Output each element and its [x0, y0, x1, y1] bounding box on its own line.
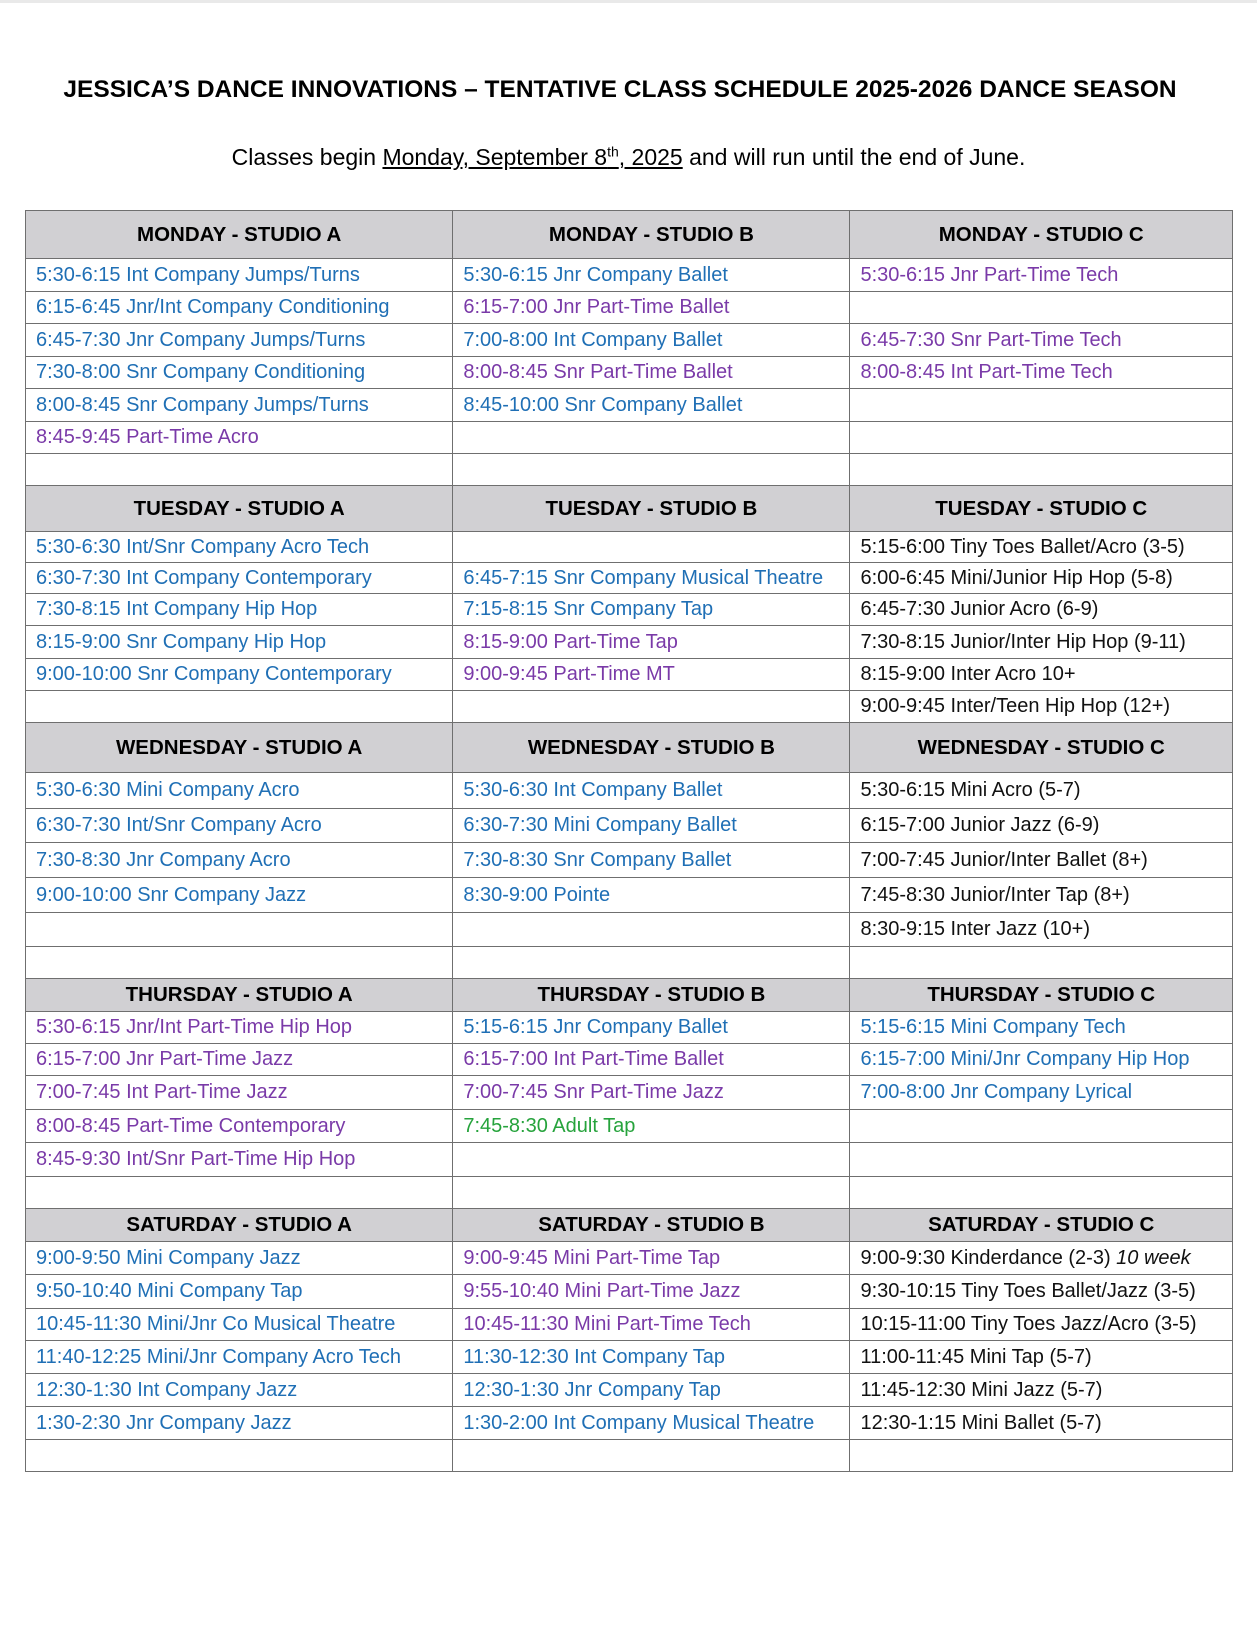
class-text: 9:00-9:50 Mini Company Jazz	[36, 1246, 301, 1269]
class-cell	[453, 691, 850, 723]
class-text: 1:30-2:30 Jnr Company Jazz	[36, 1411, 292, 1434]
class-cell	[453, 1076, 850, 1110]
class-cell	[850, 1374, 1233, 1407]
schedule-row	[26, 1309, 1233, 1341]
studio-header: SATURDAY - STUDIO C	[850, 1209, 1233, 1242]
class-text: 6:00-6:45 Mini/Junior Hip Hop (5-8)	[860, 566, 1173, 589]
class-cell	[26, 843, 453, 878]
class-cell	[26, 292, 453, 324]
schedule-row	[26, 1076, 1233, 1110]
start-date-main: Monday, September 8	[382, 144, 608, 170]
class-cell	[26, 324, 453, 357]
class-cell	[26, 878, 453, 913]
class-cell	[453, 809, 850, 843]
schedule-table	[25, 210, 1233, 1472]
class-text: 7:30-8:15 Int Company Hip Hop	[36, 598, 318, 620]
class-cell	[26, 1341, 453, 1374]
start-date	[382, 144, 682, 170]
class-text: 6:15-7:00 Jnr Part-Time Jazz	[36, 1048, 294, 1070]
schedule-row	[26, 947, 1233, 979]
schedule-row	[26, 626, 1233, 659]
studio-header: MONDAY - STUDIO A	[26, 211, 453, 259]
schedule-row	[26, 532, 1233, 563]
start-date-suffix: th	[607, 143, 619, 160]
class-cell	[850, 532, 1233, 563]
class-cell	[453, 1407, 850, 1440]
class-text: 9:00-10:00 Snr Company Jazz	[36, 883, 307, 906]
class-text: 5:15-6:15 Jnr Company Ballet	[463, 1016, 728, 1038]
schedule-row	[26, 1407, 1233, 1440]
class-text: 8:00-8:45 Part-Time Contemporary	[36, 1114, 346, 1137]
class-text: 6:30-7:30 Int/Snr Company Acro	[36, 814, 322, 836]
class-cell	[26, 773, 453, 809]
class-text: 7:45-8:30 Junior/Inter Tap (8+)	[860, 883, 1130, 906]
class-text: 5:30-6:15 Mini Acro (5-7)	[860, 779, 1081, 801]
class-cell	[26, 1440, 453, 1472]
class-text: 9:00-9:45 Part-Time MT	[463, 663, 675, 685]
class-cell	[850, 1012, 1233, 1044]
day-header-row	[26, 486, 1233, 532]
schedule-body	[26, 211, 1233, 1472]
class-cell	[453, 1374, 850, 1407]
day-header-row	[26, 211, 1233, 259]
class-cell	[26, 1076, 453, 1110]
class-cell	[850, 1177, 1233, 1209]
class-text: 8:30-9:00 Pointe	[463, 883, 611, 906]
class-cell	[850, 947, 1233, 979]
class-cell	[850, 1309, 1233, 1341]
class-text: 6:45-7:15 Snr Company Musical Theatre	[463, 566, 824, 589]
schedule-row	[26, 292, 1233, 324]
studio-header: SATURDAY - STUDIO A	[26, 1209, 453, 1242]
class-text: 6:15-7:00 Jnr Part-Time Ballet	[463, 296, 730, 318]
class-cell	[453, 913, 850, 947]
class-cell	[453, 626, 850, 659]
class-text: 9:30-10:15 Tiny Toes Ballet/Jazz (3-5)	[860, 1280, 1196, 1302]
studio-header: WEDNESDAY - STUDIO B	[453, 723, 850, 773]
class-text: 6:15-6:45 Jnr/Int Company Conditioning	[36, 296, 390, 318]
class-text: 11:45-12:30 Mini Jazz (5-7)	[860, 1378, 1103, 1401]
class-cell	[453, 1275, 850, 1309]
class-cell	[850, 691, 1233, 723]
class-cell	[850, 324, 1233, 357]
schedule-row	[26, 809, 1233, 843]
class-text: 10:45-11:30 Mini/Jnr Co Musical Theatre	[36, 1313, 396, 1335]
class-cell	[26, 1275, 453, 1309]
class-text: 7:45-8:30 Adult Tap	[463, 1114, 636, 1137]
class-cell	[453, 1012, 850, 1044]
schedule-row	[26, 324, 1233, 357]
class-cell	[453, 422, 850, 454]
class-cell	[850, 1407, 1233, 1440]
class-text: 7:00-7:45 Int Part-Time Jazz	[36, 1081, 288, 1103]
class-text: 9:00-9:45 Inter/Teen Hip Hop (12+)	[860, 695, 1171, 717]
class-text: 12:30-1:15 Mini Ballet (5-7)	[860, 1411, 1102, 1434]
class-text: 5:30-6:30 Int Company Ballet	[463, 779, 723, 801]
class-text: 6:15-7:00 Junior Jazz (6-9)	[860, 814, 1100, 836]
class-text: 7:30-8:30 Snr Company Ballet	[463, 848, 732, 871]
class-text: 5:15-6:00 Tiny Toes Ballet/Acro (3-5)	[860, 535, 1185, 558]
class-text: 10:15-11:00 Tiny Toes Jazz/Acro (3-5)	[860, 1313, 1197, 1335]
class-text: 9:00-9:45 Mini Part-Time Tap	[463, 1246, 721, 1269]
class-text: 1:30-2:00 Int Company Musical Theatre	[463, 1411, 815, 1434]
class-text: 7:30-8:00 Snr Company Conditioning	[36, 361, 366, 383]
schedule-row	[26, 913, 1233, 947]
class-cell	[26, 1374, 453, 1407]
class-cell	[453, 389, 850, 422]
class-cell	[26, 1309, 453, 1341]
class-cell	[26, 532, 453, 563]
day-header-row	[26, 1209, 1233, 1242]
class-text: 9:00-9:30 Kinderdance (2-3)	[860, 1246, 1117, 1269]
class-text: 8:00-8:45 Snr Company Jumps/Turns	[36, 393, 369, 416]
class-cell	[453, 1341, 850, 1374]
class-cell	[26, 594, 453, 626]
schedule-row	[26, 357, 1233, 389]
class-cell	[453, 659, 850, 691]
class-cell	[850, 563, 1233, 594]
schedule-row	[26, 1177, 1233, 1209]
studio-header: TUESDAY - STUDIO B	[453, 486, 850, 532]
class-cell	[26, 357, 453, 389]
class-cell	[850, 1242, 1233, 1275]
schedule-row	[26, 878, 1233, 913]
schedule-row	[26, 594, 1233, 626]
class-cell	[26, 1012, 453, 1044]
class-cell	[26, 1143, 453, 1177]
class-text: 6:30-7:30 Int Company Contemporary	[36, 566, 372, 589]
class-text: 8:15-9:00 Inter Acro 10+	[860, 663, 1076, 685]
class-text: 7:30-8:30 Jnr Company Acro	[36, 848, 291, 871]
class-text: 8:00-8:45 Int Part-Time Tech	[860, 361, 1113, 383]
class-text: 5:30-6:15 Jnr Company Ballet	[463, 263, 728, 286]
page-title: JESSICA’S DANCE INNOVATIONS – TENTATIVE CLASS SCHEDULE 2025-2026 DANCE SEASON	[63, 76, 1177, 103]
class-cell	[453, 773, 850, 809]
class-cell	[453, 292, 850, 324]
class-text: 5:30-6:15 Int Company Jumps/Turns	[36, 263, 360, 286]
class-cell	[453, 357, 850, 389]
class-cell	[26, 947, 453, 979]
class-text: 11:30-12:30 Int Company Tap	[463, 1345, 726, 1368]
studio-header: THURSDAY - STUDIO C	[850, 979, 1233, 1012]
class-cell	[850, 878, 1233, 913]
class-text: 8:45-10:00 Snr Company Ballet	[463, 393, 743, 416]
class-text: 7:00-7:45 Snr Part-Time Jazz	[463, 1081, 724, 1103]
class-cell	[850, 594, 1233, 626]
schedule-row	[26, 1242, 1233, 1275]
class-cell	[453, 1177, 850, 1209]
class-text: 7:00-7:45 Junior/Inter Ballet (8+)	[860, 848, 1148, 871]
class-cell	[850, 1341, 1233, 1374]
class-text: 7:00-8:00 Int Company Ballet	[463, 328, 723, 351]
class-text: 5:30-6:15 Jnr/Int Part-Time Hip Hop	[36, 1016, 353, 1038]
top-rule	[0, 0, 1257, 3]
schedule-row	[26, 1012, 1233, 1044]
studio-header: MONDAY - STUDIO C	[850, 211, 1233, 259]
studio-header: WEDNESDAY - STUDIO C	[850, 723, 1233, 773]
schedule-row	[26, 773, 1233, 809]
class-cell	[453, 1440, 850, 1472]
class-cell	[453, 878, 850, 913]
class-cell	[453, 1242, 850, 1275]
class-text: 6:45-7:30 Jnr Company Jumps/Turns	[36, 328, 366, 351]
class-text: 11:40-12:25 Mini/Jnr Company Acro Tech	[36, 1345, 402, 1368]
class-text: 8:15-9:00 Snr Company Hip Hop	[36, 630, 327, 653]
class-cell	[26, 626, 453, 659]
schedule-row	[26, 1044, 1233, 1076]
schedule-row	[26, 563, 1233, 594]
start-date-year: , 2025	[618, 144, 683, 170]
class-cell	[453, 947, 850, 979]
class-text: 7:00-8:00 Jnr Company Lyrical	[860, 1081, 1133, 1103]
class-text: 11:00-11:45 Mini Tap (5-7)	[860, 1345, 1092, 1368]
class-cell	[26, 563, 453, 594]
class-text: 10:45-11:30 Mini Part-Time Tech	[463, 1313, 751, 1335]
schedule-row	[26, 1275, 1233, 1309]
class-text: 6:30-7:30 Mini Company Ballet	[463, 814, 737, 836]
class-cell	[453, 843, 850, 878]
class-cell	[850, 454, 1233, 486]
schedule-row	[26, 1110, 1233, 1143]
class-cell	[26, 809, 453, 843]
class-cell	[850, 1275, 1233, 1309]
class-text: 6:45-7:30 Junior Acro (6-9)	[860, 598, 1099, 620]
class-text: 5:30-6:15 Jnr Part-Time Tech	[860, 263, 1119, 286]
intro-line	[0, 144, 1257, 171]
class-cell	[850, 357, 1233, 389]
studio-header: TUESDAY - STUDIO A	[26, 486, 453, 532]
class-cell	[850, 843, 1233, 878]
class-cell	[453, 532, 850, 563]
day-header-row	[26, 723, 1233, 773]
class-cell	[850, 1110, 1233, 1143]
class-text: 9:00-10:00 Snr Company Contemporary	[36, 663, 392, 685]
class-text: 12:30-1:30 Jnr Company Tap	[463, 1378, 721, 1401]
class-cell	[26, 1177, 453, 1209]
class-text: 9:50-10:40 Mini Company Tap	[36, 1280, 303, 1302]
schedule-row	[26, 389, 1233, 422]
class-text: 8:30-9:15 Inter Jazz (10+)	[860, 918, 1091, 940]
class-cell	[850, 809, 1233, 843]
class-cell	[26, 454, 453, 486]
class-cell	[453, 563, 850, 594]
class-cell	[26, 422, 453, 454]
class-text: 8:00-8:45 Snr Part-Time Ballet	[463, 361, 733, 383]
class-note: 10 week	[1116, 1246, 1191, 1269]
class-cell	[26, 1044, 453, 1076]
class-text: 5:15-6:15 Mini Company Tech	[860, 1016, 1126, 1038]
class-cell	[453, 1110, 850, 1143]
class-cell	[453, 1044, 850, 1076]
class-text: 6:15-7:00 Int Part-Time Ballet	[463, 1048, 724, 1070]
class-cell	[453, 1143, 850, 1177]
schedule-row	[26, 1143, 1233, 1177]
class-cell	[26, 259, 453, 292]
studio-header: TUESDAY - STUDIO C	[850, 486, 1233, 532]
class-cell	[850, 389, 1233, 422]
class-cell	[850, 292, 1233, 324]
class-text: 8:15-9:00 Part-Time Tap	[463, 630, 678, 653]
class-cell	[453, 259, 850, 292]
class-cell	[850, 1044, 1233, 1076]
class-cell	[453, 454, 850, 486]
studio-header: THURSDAY - STUDIO A	[26, 979, 453, 1012]
class-cell	[850, 1440, 1233, 1472]
class-cell	[453, 594, 850, 626]
studio-header: MONDAY - STUDIO B	[453, 211, 850, 259]
class-cell	[850, 773, 1233, 809]
class-cell	[26, 389, 453, 422]
schedule-row	[26, 1440, 1233, 1472]
schedule-row	[26, 659, 1233, 691]
class-cell	[26, 1110, 453, 1143]
class-text: 7:15-8:15 Snr Company Tap	[463, 598, 714, 620]
class-text: 7:30-8:15 Junior/Inter Hip Hop (9-11)	[860, 630, 1186, 653]
intro-prefix: Classes begin	[231, 144, 383, 170]
class-cell	[26, 691, 453, 723]
class-text: 8:45-9:30 Int/Snr Part-Time Hip Hop	[36, 1148, 356, 1170]
studio-header: WEDNESDAY - STUDIO A	[26, 723, 453, 773]
studio-header: SATURDAY - STUDIO B	[453, 1209, 850, 1242]
class-text: 5:30-6:30 Mini Company Acro	[36, 779, 300, 801]
class-text: 9:55-10:40 Mini Part-Time Jazz	[463, 1280, 741, 1302]
class-cell	[26, 1407, 453, 1440]
schedule-row	[26, 1374, 1233, 1407]
class-text: 12:30-1:30 Int Company Jazz	[36, 1378, 298, 1401]
class-cell	[850, 913, 1233, 947]
class-cell	[850, 422, 1233, 454]
class-text: 5:30-6:30 Int/Snr Company Acro Tech	[36, 535, 370, 558]
schedule-row	[26, 259, 1233, 292]
class-cell	[453, 324, 850, 357]
class-cell	[26, 913, 453, 947]
class-text: 6:45-7:30 Snr Part-Time Tech	[860, 328, 1122, 351]
schedule-row	[26, 691, 1233, 723]
class-cell	[850, 259, 1233, 292]
class-text: 6:15-7:00 Mini/Jnr Company Hip Hop	[860, 1048, 1190, 1070]
class-cell	[26, 659, 453, 691]
class-cell	[850, 659, 1233, 691]
class-cell	[26, 1242, 453, 1275]
class-text: 8:45-9:45 Part-Time Acro	[36, 426, 259, 448]
schedule-row	[26, 843, 1233, 878]
schedule-row	[26, 1341, 1233, 1374]
schedule-row	[26, 454, 1233, 486]
schedule-row	[26, 422, 1233, 454]
day-header-row	[26, 979, 1233, 1012]
class-cell	[453, 1309, 850, 1341]
class-cell	[850, 626, 1233, 659]
class-cell	[850, 1076, 1233, 1110]
intro-suffix: and will run until the end of June.	[682, 144, 1026, 170]
class-cell	[850, 1143, 1233, 1177]
studio-header: THURSDAY - STUDIO B	[453, 979, 850, 1012]
